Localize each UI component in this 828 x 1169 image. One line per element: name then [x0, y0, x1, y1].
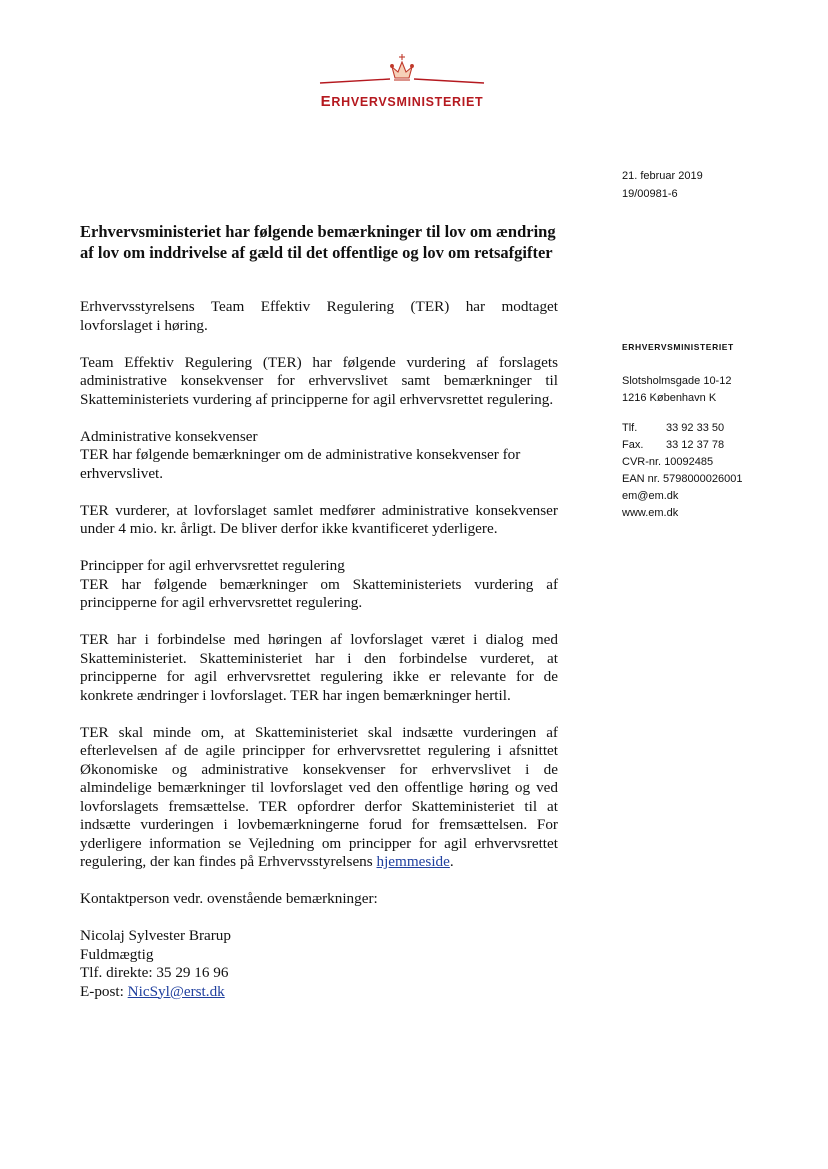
sender-address-block — [622, 342, 802, 522]
ministry-logo — [312, 52, 492, 112]
address-line-2: 1216 København K — [622, 392, 717, 404]
period: . — [449, 853, 454, 870]
sidebar-contacts — [622, 420, 802, 522]
contact-value: 10092485 — [664, 456, 714, 468]
contact-title: Fuldmægtig — [80, 945, 154, 963]
section-principles — [80, 557, 558, 613]
paragraph: Team Effektiv Regulering (TER) har følgende vurdering af forslagets administrative konsekvenser for erhvervslivet samt bemærkninger til Skatteministeriets vurdering af principperne for agil erhvervsrettet regulering. — [80, 353, 558, 408]
contact-row-phone — [622, 420, 802, 437]
document-title: Erhvervsministeriet har følgende bemærkninger til lov om ændring af lov om inddrivelse af gæld til det offentlige og lov om retsafgifter — [80, 222, 556, 262]
document-reference: 19/00981-6 — [622, 188, 678, 200]
contact-name: Nicolaj Sylvester Brarup — [80, 927, 231, 944]
contact-label: Tlf. — [622, 422, 638, 434]
section-heading: Principper for agil erhvervsrettet regulering — [80, 557, 345, 574]
contact-label: EAN nr. — [622, 473, 660, 485]
paragraph-text: TER har følgende bemærkninger om de administrative konsekvenser for erhvervslivet. — [80, 446, 521, 482]
paragraph-text: TER skal minde om, at Skatteministeriet skal indsætte vurderingen af efterlevelsen af de agile principper for erhvervsrettet regulering i afsnittet Økonomiske og administrative konsekvenser for erhvervslivet i de almindelige bemærkninger til lovforslaget ved den offentlige høring og ved lovforslagets fremsættelse. TER opfordrer derfor Skatteministeriet til at indsætte vurderingen i lovbemærkningerne forud for fremsættelsen. For yderligere information se Vejledning om principper for agil erhvervsrettet regulering, der kan findes på Erhvervsstyrelsens — [80, 723, 558, 870]
sidebar-email[interactable]: em@em.dk — [622, 490, 679, 502]
paragraph-text: TER har følgende bemærkninger om Skatteministeriets vurdering af principperne for agil erhvervsrettet regulering. — [80, 575, 558, 611]
paragraph: Erhvervsstyrelsens Team Effektiv Regulering (TER) har modtaget lovforslaget i høring. — [80, 298, 558, 334]
contact-email-label: E-post: — [80, 982, 128, 1000]
contact-row-ean — [622, 471, 802, 488]
homepage-link[interactable]: hjemmeside — [376, 853, 450, 870]
paragraph: TER har i forbindelse med høringen af lovforslaget været i dialog med Skatteministeriet. Skatteministeriet har i den forbindelse vurderet, at principperne for agil erhvervsrettet regulering ikke er relevante for de konkrete ændringer i lovforslaget. TER har ingen bemærkninger hertil. — [80, 631, 558, 704]
document-date: 21. februar 2019 — [622, 170, 703, 182]
section-heading: Administrative konsekvenser — [80, 427, 258, 445]
contact-intro: Kontaktperson vedr. ovenstående bemærkninger: — [80, 890, 378, 907]
contact-value: 33 92 33 50 — [666, 422, 725, 434]
sidebar-org-name: ERHVERVSMINISTERIET — [622, 342, 734, 352]
contact-email-line — [80, 983, 558, 1002]
contact-value: 5798000026001 — [662, 473, 743, 485]
contact-person-block — [80, 927, 558, 1001]
contact-row-fax — [622, 437, 802, 454]
section-administrative — [80, 428, 558, 484]
ministry-wordmark: ERHVERVSMINISTERIET — [320, 93, 484, 110]
paragraph-with-link — [80, 724, 558, 872]
document-body — [80, 298, 558, 1020]
contact-row-cvr — [622, 454, 802, 471]
contact-value: 33 12 37 78 — [666, 439, 725, 451]
document-meta — [622, 167, 703, 203]
contact-label: CVR-nr. — [622, 456, 662, 468]
paragraph: TER vurderer, at lovforslaget samlet medfører administrative konsekvenser under 4 mio. kr. årligt. De bliver derfor ikke kvantificeret yderligere. — [80, 501, 558, 537]
sidebar-address — [622, 373, 802, 407]
contact-email-link[interactable]: NicSyl@erst.dk — [127, 982, 225, 1000]
sidebar-website[interactable]: www.em.dk — [622, 507, 679, 519]
address-line-1: Slotsholmsgade 10-12 — [622, 375, 732, 387]
crown-emblem-icon — [312, 52, 492, 92]
contact-label: Fax. — [622, 439, 644, 451]
contact-phone: Tlf. direkte: 35 29 16 96 — [80, 964, 229, 981]
